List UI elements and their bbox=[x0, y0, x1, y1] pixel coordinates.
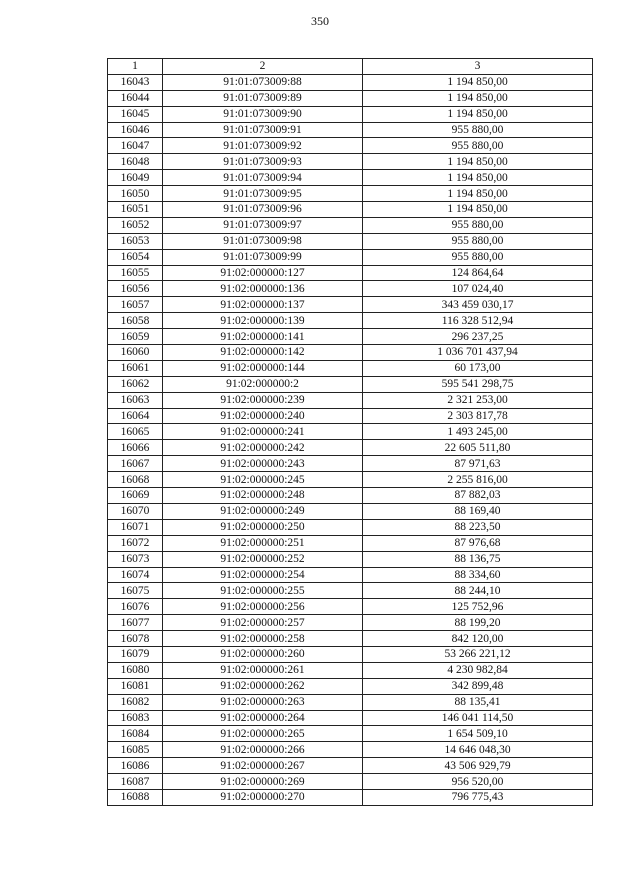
cadastral-number-cell: 91:01:073009:94 bbox=[163, 170, 363, 186]
cadastral-number-cell: 91:02:000000:255 bbox=[163, 583, 363, 599]
cadastral-number-cell: 91:01:073009:90 bbox=[163, 106, 363, 122]
row-number-cell: 16044 bbox=[108, 90, 163, 106]
row-number-cell: 16070 bbox=[108, 503, 163, 519]
cadastral-number-cell: 91:02:000000:265 bbox=[163, 726, 363, 742]
row-number-cell: 16083 bbox=[108, 710, 163, 726]
value-cell: 1 194 850,00 bbox=[363, 154, 593, 170]
row-number-cell: 16074 bbox=[108, 567, 163, 583]
table-row bbox=[108, 281, 593, 297]
table-row bbox=[108, 202, 593, 218]
row-number-cell: 16059 bbox=[108, 329, 163, 345]
table-row bbox=[108, 567, 593, 583]
cadastral-number-cell: 91:01:073009:99 bbox=[163, 249, 363, 265]
row-number-cell: 16053 bbox=[108, 233, 163, 249]
row-number-cell: 16064 bbox=[108, 408, 163, 424]
value-cell: 842 120,00 bbox=[363, 631, 593, 647]
page-number: 350 bbox=[311, 14, 329, 28]
cadastral-number-cell: 91:02:000000:243 bbox=[163, 456, 363, 472]
row-number-cell: 16063 bbox=[108, 392, 163, 408]
cadastral-number-cell: 91:01:073009:88 bbox=[163, 74, 363, 90]
value-cell: 125 752,96 bbox=[363, 599, 593, 615]
table-row bbox=[108, 106, 593, 122]
value-cell: 43 506 929,79 bbox=[363, 758, 593, 774]
table-row bbox=[108, 694, 593, 710]
cadastral-number-cell: 91:02:000000:127 bbox=[163, 265, 363, 281]
cadastral-number-cell: 91:02:000000:256 bbox=[163, 599, 363, 615]
row-number-cell: 16045 bbox=[108, 106, 163, 122]
cadastral-number-cell: 91:02:000000:240 bbox=[163, 408, 363, 424]
row-number-cell: 16062 bbox=[108, 376, 163, 392]
value-cell: 14 646 048,30 bbox=[363, 742, 593, 758]
cadastral-number-cell: 91:02:000000:248 bbox=[163, 488, 363, 504]
table-row bbox=[108, 170, 593, 186]
table-row bbox=[108, 599, 593, 615]
cadastral-number-cell: 91:02:000000:136 bbox=[163, 281, 363, 297]
cadastral-value-table bbox=[107, 58, 593, 806]
row-number-cell: 16076 bbox=[108, 599, 163, 615]
value-cell: 88 223,50 bbox=[363, 519, 593, 535]
cadastral-number-cell: 91:02:000000:262 bbox=[163, 678, 363, 694]
row-number-cell: 16055 bbox=[108, 265, 163, 281]
value-cell: 955 880,00 bbox=[363, 217, 593, 233]
table-row bbox=[108, 408, 593, 424]
row-number-cell: 16081 bbox=[108, 678, 163, 694]
row-number-cell: 16073 bbox=[108, 551, 163, 567]
value-cell: 1 194 850,00 bbox=[363, 202, 593, 218]
table-row bbox=[108, 74, 593, 90]
table-row bbox=[108, 615, 593, 631]
column-header-number: 1 bbox=[108, 59, 163, 75]
row-number-cell: 16069 bbox=[108, 488, 163, 504]
value-cell: 1 493 245,00 bbox=[363, 424, 593, 440]
row-number-cell: 16077 bbox=[108, 615, 163, 631]
column-header-value: 3 bbox=[363, 59, 593, 75]
row-number-cell: 16085 bbox=[108, 742, 163, 758]
row-number-cell: 16066 bbox=[108, 440, 163, 456]
cadastral-number-cell: 91:02:000000:261 bbox=[163, 662, 363, 678]
row-number-cell: 16050 bbox=[108, 186, 163, 202]
value-cell: 53 266 221,12 bbox=[363, 646, 593, 662]
cadastral-number-cell: 91:02:000000:251 bbox=[163, 535, 363, 551]
value-cell: 955 880,00 bbox=[363, 122, 593, 138]
value-cell: 4 230 982,84 bbox=[363, 662, 593, 678]
value-cell: 796 775,43 bbox=[363, 789, 593, 805]
row-number-cell: 16071 bbox=[108, 519, 163, 535]
cadastral-number-cell: 91:02:000000:267 bbox=[163, 758, 363, 774]
cadastral-number-cell: 91:01:073009:91 bbox=[163, 122, 363, 138]
row-number-cell: 16061 bbox=[108, 360, 163, 376]
value-cell: 296 237,25 bbox=[363, 329, 593, 345]
value-cell: 87 976,68 bbox=[363, 535, 593, 551]
table-row bbox=[108, 186, 593, 202]
value-cell: 146 041 114,50 bbox=[363, 710, 593, 726]
cadastral-number-cell: 91:02:000000:270 bbox=[163, 789, 363, 805]
cadastral-number-cell: 91:02:000000:257 bbox=[163, 615, 363, 631]
row-number-cell: 16078 bbox=[108, 631, 163, 647]
row-number-cell: 16054 bbox=[108, 249, 163, 265]
row-number-cell: 16084 bbox=[108, 726, 163, 742]
row-number-cell: 16056 bbox=[108, 281, 163, 297]
value-cell: 1 194 850,00 bbox=[363, 106, 593, 122]
value-cell: 955 880,00 bbox=[363, 249, 593, 265]
row-number-cell: 16043 bbox=[108, 74, 163, 90]
row-number-cell: 16082 bbox=[108, 694, 163, 710]
table-row bbox=[108, 345, 593, 361]
row-number-cell: 16052 bbox=[108, 217, 163, 233]
cadastral-number-cell: 91:02:000000:242 bbox=[163, 440, 363, 456]
table-row bbox=[108, 297, 593, 313]
value-cell: 88 199,20 bbox=[363, 615, 593, 631]
row-number-cell: 16047 bbox=[108, 138, 163, 154]
table-row bbox=[108, 424, 593, 440]
table-body bbox=[108, 74, 593, 805]
table-row bbox=[108, 90, 593, 106]
value-cell: 2 303 817,78 bbox=[363, 408, 593, 424]
table-row bbox=[108, 249, 593, 265]
cadastral-number-cell: 91:02:000000:264 bbox=[163, 710, 363, 726]
value-cell: 88 136,75 bbox=[363, 551, 593, 567]
row-number-cell: 16057 bbox=[108, 297, 163, 313]
table-row bbox=[108, 456, 593, 472]
table-row bbox=[108, 789, 593, 805]
table-row bbox=[108, 154, 593, 170]
value-cell: 1 194 850,00 bbox=[363, 186, 593, 202]
table-row bbox=[108, 233, 593, 249]
table-row bbox=[108, 583, 593, 599]
cadastral-number-cell: 91:02:000000:260 bbox=[163, 646, 363, 662]
value-cell: 88 244,10 bbox=[363, 583, 593, 599]
value-cell: 60 173,00 bbox=[363, 360, 593, 376]
cadastral-number-cell: 91:01:073009:98 bbox=[163, 233, 363, 249]
value-cell: 2 321 253,00 bbox=[363, 392, 593, 408]
cadastral-number-cell: 91:01:073009:89 bbox=[163, 90, 363, 106]
table-row bbox=[108, 742, 593, 758]
value-cell: 956 520,00 bbox=[363, 774, 593, 790]
table-row bbox=[108, 329, 593, 345]
table-row bbox=[108, 774, 593, 790]
table-row bbox=[108, 217, 593, 233]
table-row bbox=[108, 376, 593, 392]
table-row bbox=[108, 646, 593, 662]
cadastral-number-cell: 91:02:000000:139 bbox=[163, 313, 363, 329]
row-number-cell: 16046 bbox=[108, 122, 163, 138]
cadastral-number-cell: 91:02:000000:266 bbox=[163, 742, 363, 758]
table-row bbox=[108, 535, 593, 551]
cadastral-number-cell: 91:02:000000:2 bbox=[163, 376, 363, 392]
row-number-cell: 16072 bbox=[108, 535, 163, 551]
value-cell: 22 605 511,80 bbox=[363, 440, 593, 456]
table-row bbox=[108, 122, 593, 138]
cadastral-number-cell: 91:02:000000:249 bbox=[163, 503, 363, 519]
table-row bbox=[108, 488, 593, 504]
cadastral-number-cell: 91:02:000000:141 bbox=[163, 329, 363, 345]
value-cell: 107 024,40 bbox=[363, 281, 593, 297]
value-cell: 88 334,60 bbox=[363, 567, 593, 583]
row-number-cell: 16058 bbox=[108, 313, 163, 329]
cadastral-number-cell: 91:01:073009:95 bbox=[163, 186, 363, 202]
cadastral-number-cell: 91:01:073009:97 bbox=[163, 217, 363, 233]
cadastral-number-cell: 91:02:000000:252 bbox=[163, 551, 363, 567]
cadastral-number-cell: 91:02:000000:142 bbox=[163, 345, 363, 361]
table-row bbox=[108, 519, 593, 535]
cadastral-number-cell: 91:02:000000:263 bbox=[163, 694, 363, 710]
table-row bbox=[108, 265, 593, 281]
table-row bbox=[108, 313, 593, 329]
value-cell: 1 194 850,00 bbox=[363, 90, 593, 106]
value-cell: 343 459 030,17 bbox=[363, 297, 593, 313]
table-row bbox=[108, 678, 593, 694]
table-row bbox=[108, 710, 593, 726]
table-row bbox=[108, 551, 593, 567]
value-cell: 1 194 850,00 bbox=[363, 74, 593, 90]
row-number-cell: 16080 bbox=[108, 662, 163, 678]
row-number-cell: 16065 bbox=[108, 424, 163, 440]
value-cell: 1 194 850,00 bbox=[363, 170, 593, 186]
cadastral-number-cell: 91:02:000000:269 bbox=[163, 774, 363, 790]
cadastral-number-cell: 91:02:000000:250 bbox=[163, 519, 363, 535]
value-cell: 595 541 298,75 bbox=[363, 376, 593, 392]
value-cell: 342 899,48 bbox=[363, 678, 593, 694]
cadastral-number-cell: 91:01:073009:92 bbox=[163, 138, 363, 154]
cadastral-number-cell: 91:01:073009:93 bbox=[163, 154, 363, 170]
table-row bbox=[108, 440, 593, 456]
table-row bbox=[108, 726, 593, 742]
row-number-cell: 16051 bbox=[108, 202, 163, 218]
row-number-cell: 16049 bbox=[108, 170, 163, 186]
row-number-cell: 16067 bbox=[108, 456, 163, 472]
value-cell: 87 882,03 bbox=[363, 488, 593, 504]
cadastral-number-cell: 91:02:000000:241 bbox=[163, 424, 363, 440]
table-row bbox=[108, 360, 593, 376]
cadastral-number-cell: 91:02:000000:254 bbox=[163, 567, 363, 583]
column-header-cadastral-id: 2 bbox=[163, 59, 363, 75]
table-row bbox=[108, 758, 593, 774]
row-number-cell: 16060 bbox=[108, 345, 163, 361]
table-row bbox=[108, 392, 593, 408]
row-number-cell: 16086 bbox=[108, 758, 163, 774]
value-cell: 955 880,00 bbox=[363, 233, 593, 249]
value-cell: 88 135,41 bbox=[363, 694, 593, 710]
row-number-cell: 16075 bbox=[108, 583, 163, 599]
table-row bbox=[108, 662, 593, 678]
cadastral-number-cell: 91:02:000000:258 bbox=[163, 631, 363, 647]
cadastral-number-cell: 91:02:000000:144 bbox=[163, 360, 363, 376]
value-cell: 955 880,00 bbox=[363, 138, 593, 154]
value-cell: 1 654 509,10 bbox=[363, 726, 593, 742]
row-number-cell: 16088 bbox=[108, 789, 163, 805]
cadastral-number-cell: 91:01:073009:96 bbox=[163, 202, 363, 218]
cadastral-number-cell: 91:02:000000:239 bbox=[163, 392, 363, 408]
table-row bbox=[108, 631, 593, 647]
row-number-cell: 16068 bbox=[108, 472, 163, 488]
row-number-cell: 16048 bbox=[108, 154, 163, 170]
value-cell: 87 971,63 bbox=[363, 456, 593, 472]
row-number-cell: 16087 bbox=[108, 774, 163, 790]
row-number-cell: 16079 bbox=[108, 646, 163, 662]
table-row bbox=[108, 138, 593, 154]
table-row bbox=[108, 503, 593, 519]
value-cell: 1 036 701 437,94 bbox=[363, 345, 593, 361]
cadastral-number-cell: 91:02:000000:245 bbox=[163, 472, 363, 488]
value-cell: 88 169,40 bbox=[363, 503, 593, 519]
cadastral-number-cell: 91:02:000000:137 bbox=[163, 297, 363, 313]
table-header-row bbox=[108, 59, 593, 75]
value-cell: 124 864,64 bbox=[363, 265, 593, 281]
table-row bbox=[108, 472, 593, 488]
value-cell: 2 255 816,00 bbox=[363, 472, 593, 488]
value-cell: 116 328 512,94 bbox=[363, 313, 593, 329]
